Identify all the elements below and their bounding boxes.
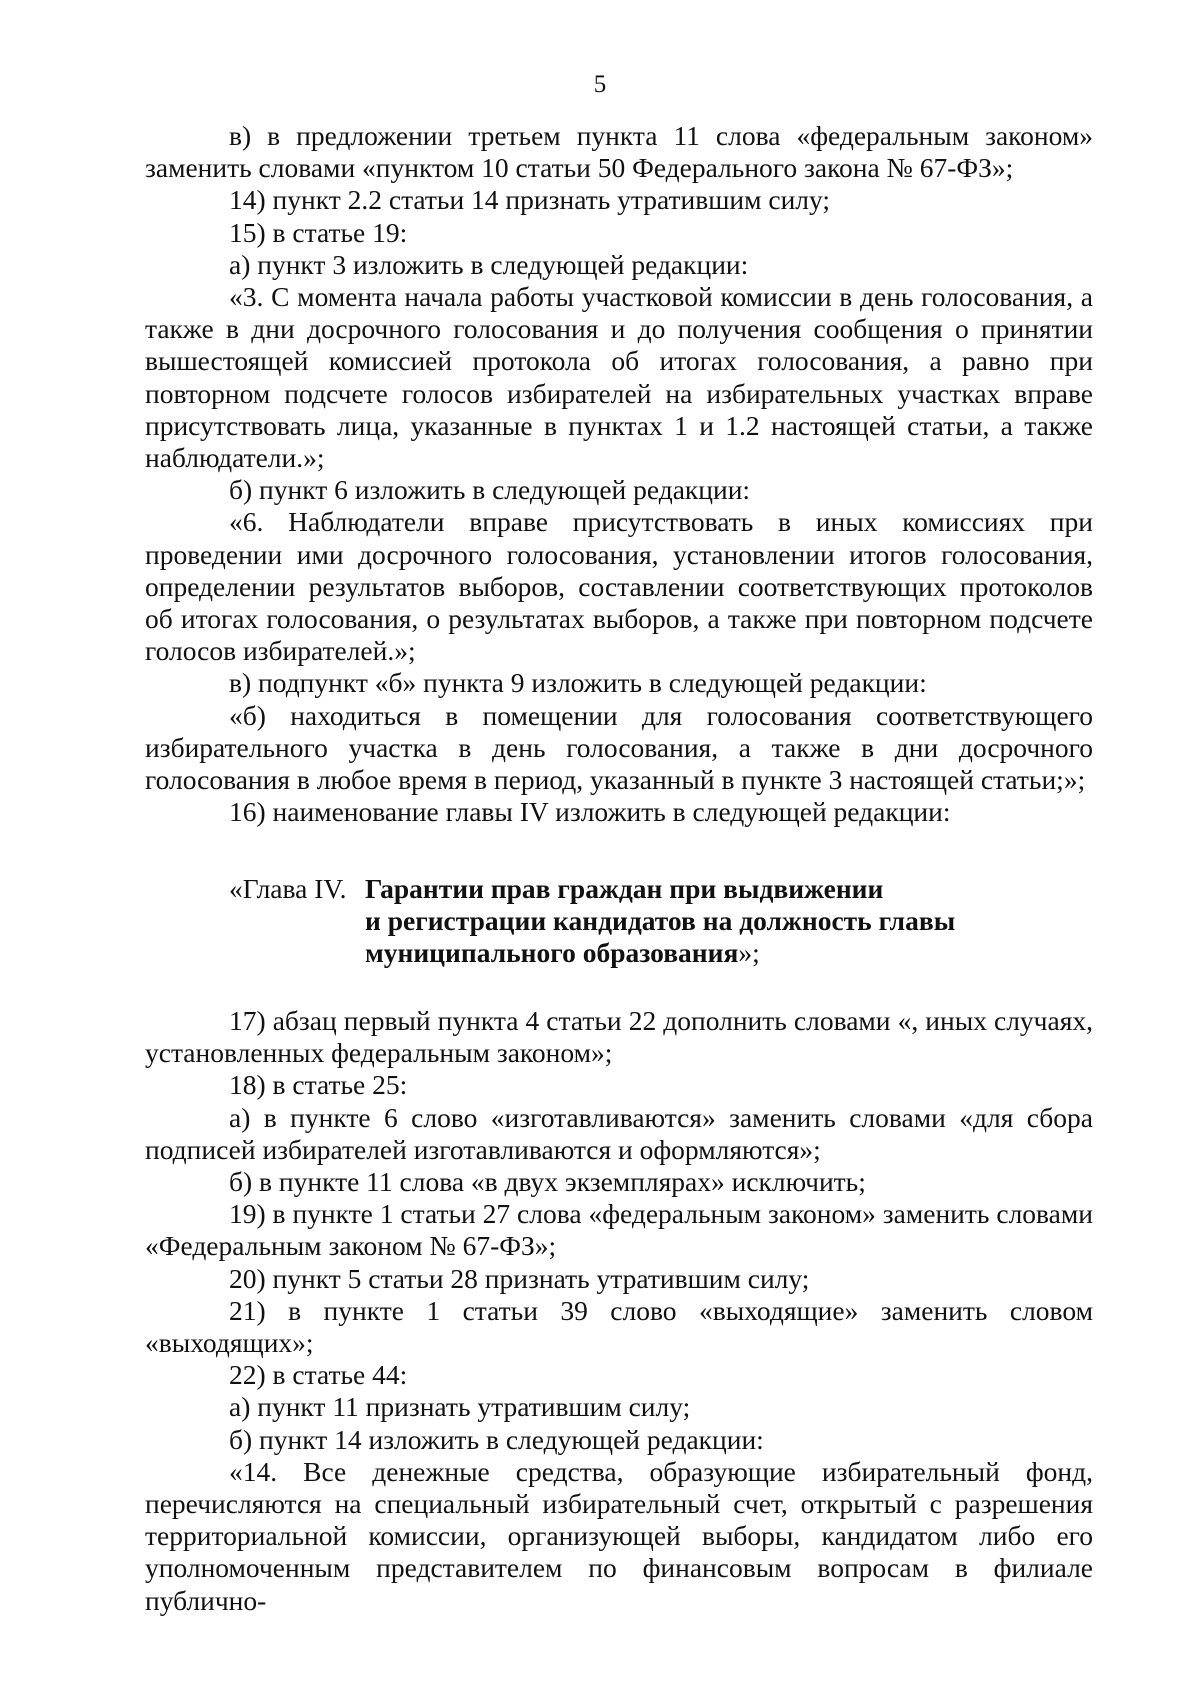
- paragraph: 18) в статье 25:: [229, 1069, 408, 1101]
- chapter-heading-line: и регистрации кандидатов на должность главы: [365, 905, 956, 937]
- paragraph: 19) в пункте 1 статьи 27 слова «федеральным законом» заменить словами «Федеральным законом № 67-ФЗ»;: [145, 1198, 1093, 1262]
- paragraph: «6. Наблюдатели вправе присутствовать в иных комиссиях при проведении ими досрочного голосования, установлении итогов голосования, определении результатов выборов, составлении соответствующих протоколов об итогах голосования, о результатах выборов, а также при повторном подсчете голосов избирателей.»;: [145, 506, 1093, 667]
- paragraph: 17) абзац первый пункта 4 статьи 22 дополнить словами «, иных случаях, установленных федеральным законом»;: [145, 1005, 1093, 1069]
- paragraph: а) в пункте 6 слово «изготавливаются» заменить словами «для сбора подписей избирателей изготавливаются и оформляются»;: [145, 1101, 1093, 1165]
- chapter-heading-line: Гарантии прав граждан при выдвижении: [365, 873, 884, 904]
- paragraph: 22) в статье 44:: [229, 1359, 408, 1391]
- chapter-heading-prefix: «Глава IV.: [229, 873, 347, 904]
- paragraph: б) в пункте 11 слова «в двух экземплярах» исключить;: [229, 1166, 866, 1198]
- paragraph: 20) пункт 5 статьи 28 признать утратившим силу;: [229, 1262, 810, 1294]
- paragraph: а) пункт 11 признать утратившим силу;: [229, 1391, 691, 1423]
- paragraph: 14) пункт 2.2 статьи 14 признать утратившим силу;: [229, 184, 831, 216]
- paragraph: 15) в статье 19:: [229, 216, 408, 248]
- chapter-heading-last-line: [365, 937, 955, 969]
- paragraph: б) пункт 6 изложить в следующей редакции:: [229, 474, 751, 506]
- paragraph: «б) находиться в помещении для голосования соответствующего избирательного участка в день голосования, а также в дни досрочного голосования в любое время в период, указанный в пункте 3 настоящей статьи;»;: [145, 699, 1093, 796]
- paragraph: 21) в пункте 1 статьи 39 слово «выходящие» заменить словом «выходящих»;: [145, 1294, 1093, 1359]
- paragraph: в) в предложении третьем пункта 11 слова «федеральным законом» заменить словами «пунктом 10 статьи 50 Федерального закона № 67-ФЗ»;: [145, 120, 1093, 184]
- paragraph: б) пункт 14 изложить в следующей редакции:: [229, 1423, 764, 1455]
- chapter-heading-suffix: »;: [738, 937, 760, 969]
- chapter-heading-line: муниципального образования: [365, 937, 739, 969]
- paragraph: «14. Все денежные средства, образующие избирательный фонд, перечисляются на специальный избирательный счет, открытый с разрешения территориальной комиссии, организующей выборы, кандидатом либо его уполномоченным представителем по финансовым вопросам в филиале публично-: [145, 1455, 1093, 1616]
- paragraph: «3. С момента начала работы участковой комиссии в день голосования, а также в дни досрочного голосования и до получения сообщения о принятии вышестоящей комиссией протокола об итогах голосования, а равно при повторном подсчете голосов избирателей на избирательных участках вправе присутствовать лица, указанные в пунктах 1 и 1.2 настоящей статьи, а также наблюдатели.»;: [145, 281, 1093, 474]
- paragraph: в) подпункт «б» пункта 9 изложить в следующей редакции:: [229, 667, 927, 699]
- document-body-bottom: [145, 1005, 1093, 1617]
- paragraph: а) пункт 3 изложить в следующей редакции:: [229, 248, 749, 280]
- page-number: 5: [593, 71, 607, 98]
- paragraph: 16) наименование главы IV изложить в следующей редакции:: [229, 796, 951, 828]
- document-body-top: [145, 120, 1093, 828]
- chapter-heading-title: [365, 873, 955, 970]
- chapter-heading: [229, 873, 1099, 970]
